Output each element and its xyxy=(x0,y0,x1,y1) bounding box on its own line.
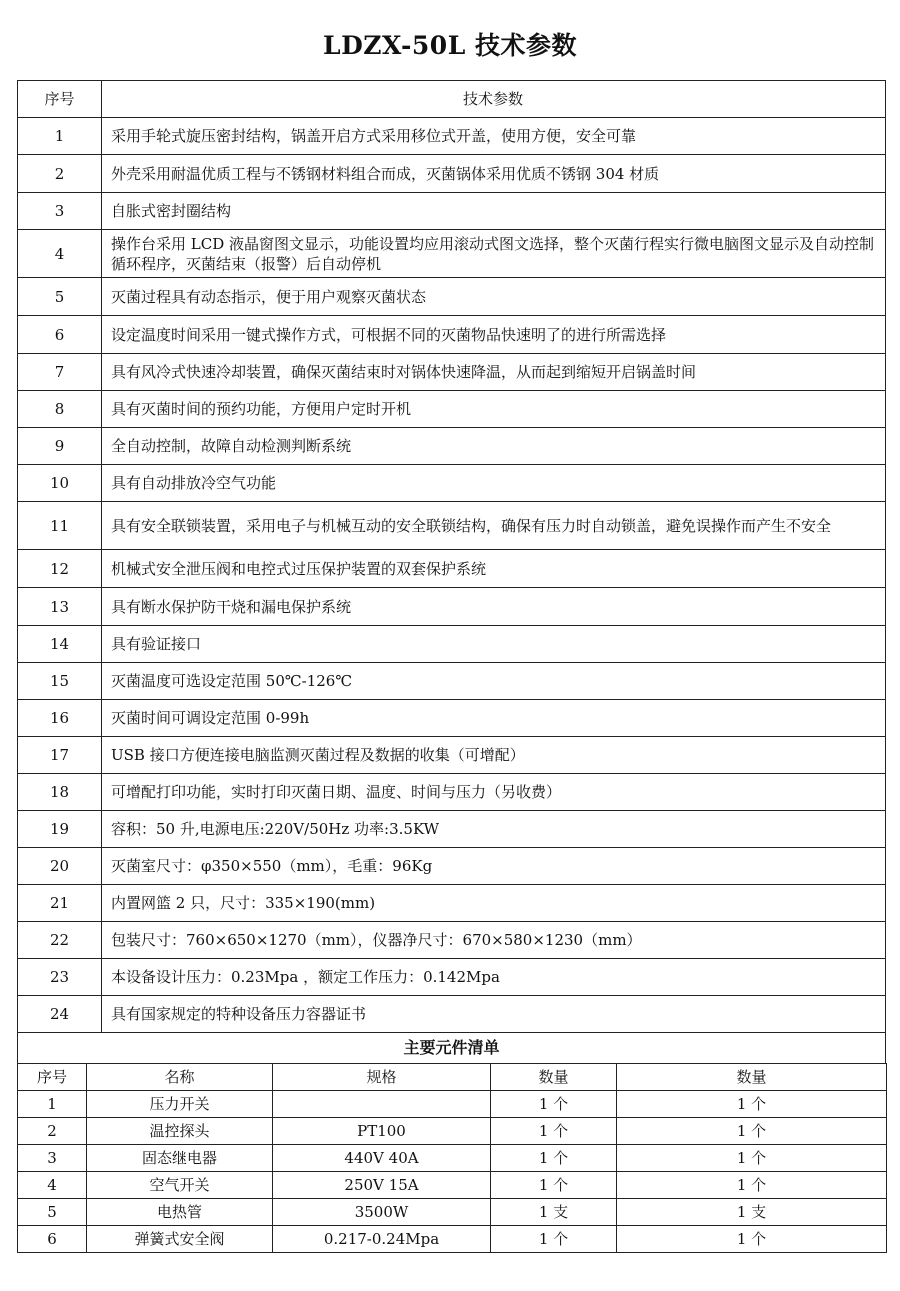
spec-row-no: 3 xyxy=(18,193,102,230)
spec-row xyxy=(18,885,886,922)
spec-row xyxy=(18,193,886,230)
spec-row-no: 16 xyxy=(18,700,102,737)
spec-row-no: 19 xyxy=(18,811,102,848)
spec-row xyxy=(18,502,886,550)
comp-header-qty-2: 数量 xyxy=(617,1064,887,1091)
comp-qty-2: 1 个 xyxy=(617,1172,887,1199)
comp-header-name: 名称 xyxy=(87,1064,273,1091)
comp-qty: 1 个 xyxy=(491,1226,617,1253)
comp-name: 空气开关 xyxy=(87,1172,273,1199)
spec-row-text: 灭菌温度可选设定范围 50℃-126℃ xyxy=(102,663,886,700)
spec-row-text: 灭菌时间可调设定范围 0-99h xyxy=(102,700,886,737)
comp-spec: 0.217-0.24Mpa xyxy=(273,1226,491,1253)
spec-row-no: 7 xyxy=(18,354,102,391)
spec-row xyxy=(18,774,886,811)
spec-row-text: 外壳采用耐温优质工程与不锈钢材料组合而成，灭菌锅体采用优质不锈钢 304 材质 xyxy=(102,155,886,193)
spec-row-text: 内置网篮 2 只，尺寸：335×190(mm) xyxy=(102,885,886,922)
spec-row-no: 18 xyxy=(18,774,102,811)
spec-row-no: 23 xyxy=(18,959,102,996)
comp-header-qty: 数量 xyxy=(491,1064,617,1091)
spec-row-no: 2 xyxy=(18,155,102,193)
spec-row-text: 可增配打印功能，实时打印灭菌日期、温度、时间与压力（另收费） xyxy=(102,774,886,811)
spec-row-no: 11 xyxy=(18,502,102,550)
spec-row-text: 容积：50 升,电源电压:220V/50Hz 功率:3.5KW xyxy=(102,811,886,848)
spec-row-text: 具有自动排放冷空气功能 xyxy=(102,465,886,502)
spec-row-no: 4 xyxy=(18,230,102,278)
comp-qty: 1 个 xyxy=(491,1091,617,1118)
spec-row-text: 自胀式密封圈结构 xyxy=(102,193,886,230)
spec-sheet xyxy=(17,80,886,1253)
comp-no: 3 xyxy=(18,1145,87,1172)
spec-row-text: 具有验证接口 xyxy=(102,626,886,663)
spec-row xyxy=(18,922,886,959)
comp-qty-2: 1 个 xyxy=(617,1091,887,1118)
tech-params-table xyxy=(17,80,886,1033)
spec-row-no: 15 xyxy=(18,663,102,700)
spec-row-no: 20 xyxy=(18,848,102,885)
spec-row-no: 24 xyxy=(18,996,102,1033)
header-no: 序号 xyxy=(18,81,102,118)
comp-name: 温控探头 xyxy=(87,1118,273,1145)
comp-header-spec: 规格 xyxy=(273,1064,491,1091)
spec-row-text: 操作台采用 LCD 液晶窗图文显示，功能设置均应用滚动式图文选择，整个灭菌行程实行微电脑图文显示及自动控制循环程序，灭菌结束（报警）后自动停机 xyxy=(102,230,886,278)
spec-row xyxy=(18,118,886,155)
spec-row xyxy=(18,316,886,354)
comp-no: 5 xyxy=(18,1199,87,1226)
spec-row-no: 5 xyxy=(18,278,102,316)
comp-name: 电热管 xyxy=(87,1199,273,1226)
comp-name: 固态继电器 xyxy=(87,1145,273,1172)
comp-qty: 1 个 xyxy=(491,1145,617,1172)
comp-qty-2: 1 个 xyxy=(617,1118,887,1145)
tech-params-header-row xyxy=(18,81,886,118)
spec-row xyxy=(18,428,886,465)
components-header-row xyxy=(18,1064,887,1091)
spec-row xyxy=(18,737,886,774)
comp-no: 1 xyxy=(18,1091,87,1118)
spec-row-no: 12 xyxy=(18,550,102,588)
component-row xyxy=(18,1118,887,1145)
spec-row xyxy=(18,811,886,848)
comp-no: 4 xyxy=(18,1172,87,1199)
spec-row-no: 13 xyxy=(18,588,102,626)
spec-row xyxy=(18,278,886,316)
component-row xyxy=(18,1145,887,1172)
component-row xyxy=(18,1091,887,1118)
comp-spec: PT100 xyxy=(273,1118,491,1145)
spec-row-text: 设定温度时间采用一键式操作方式，可根据不同的灭菌物品快速明了的进行所需选择 xyxy=(102,316,886,354)
spec-row xyxy=(18,700,886,737)
comp-qty: 1 个 xyxy=(491,1172,617,1199)
spec-row-no: 21 xyxy=(18,885,102,922)
spec-row xyxy=(18,959,886,996)
page-title: LDZX-50L 技术参数 xyxy=(323,31,577,60)
comp-spec: 3500W xyxy=(273,1199,491,1226)
spec-row-text: 全自动控制，故障自动检测判断系统 xyxy=(102,428,886,465)
spec-row-text: 具有灭菌时间的预约功能，方便用户定时开机 xyxy=(102,391,886,428)
spec-row-text: 采用手轮式旋压密封结构，锅盖开启方式采用移位式开盖，使用方便，安全可靠 xyxy=(102,118,886,155)
spec-row xyxy=(18,663,886,700)
comp-spec: 250V 15A xyxy=(273,1172,491,1199)
spec-row-text: 具有断水保护防干烧和漏电保护系统 xyxy=(102,588,886,626)
spec-row-text: USB 接口方便连接电脑监测灭菌过程及数据的收集（可增配） xyxy=(102,737,886,774)
comp-spec xyxy=(273,1091,491,1118)
spec-row xyxy=(18,626,886,663)
component-row xyxy=(18,1199,887,1226)
spec-row xyxy=(18,588,886,626)
spec-row-no: 10 xyxy=(18,465,102,502)
spec-row-text: 具有国家规定的特种设备压力容器证书 xyxy=(102,996,886,1033)
comp-qty-2: 1 支 xyxy=(617,1199,887,1226)
spec-row-no: 17 xyxy=(18,737,102,774)
spec-row-no: 6 xyxy=(18,316,102,354)
spec-row-text: 包装尺寸：760×650×1270（mm），仪器净尺寸：670×580×1230（mm） xyxy=(102,922,886,959)
comp-header-no: 序号 xyxy=(18,1064,87,1091)
spec-row-no: 22 xyxy=(18,922,102,959)
spec-row xyxy=(18,465,886,502)
components-table xyxy=(17,1063,887,1253)
spec-row xyxy=(18,391,886,428)
spec-row xyxy=(18,550,886,588)
spec-row-text: 本设备设计压力：0.23Mpa ，额定工作压力：0.142Mpa xyxy=(102,959,886,996)
spec-row xyxy=(18,354,886,391)
spec-row-no: 14 xyxy=(18,626,102,663)
spec-row xyxy=(18,996,886,1033)
component-row xyxy=(18,1226,887,1253)
component-row xyxy=(18,1172,887,1199)
spec-row-text: 具有安全联锁装置，采用电子与机械互动的安全联锁结构，确保有压力时自动锁盖，避免误操作而产生不安全 xyxy=(102,502,886,550)
spec-row-no: 8 xyxy=(18,391,102,428)
spec-row-text: 灭菌室尺寸：φ350×550（mm），毛重：96Kg xyxy=(102,848,886,885)
comp-qty: 1 支 xyxy=(491,1199,617,1226)
spec-row xyxy=(18,230,886,278)
comp-no: 6 xyxy=(18,1226,87,1253)
comp-spec: 440V 40A xyxy=(273,1145,491,1172)
spec-row-text: 灭菌过程具有动态指示，便于用户观察灭菌状态 xyxy=(102,278,886,316)
comp-qty-2: 1 个 xyxy=(617,1226,887,1253)
comp-name: 弹簧式安全阀 xyxy=(87,1226,273,1253)
comp-qty: 1 个 xyxy=(491,1118,617,1145)
spec-row-no: 9 xyxy=(18,428,102,465)
comp-name: 压力开关 xyxy=(87,1091,273,1118)
spec-row-text: 具有风冷式快速冷却装置，确保灭菌结束时对锅体快速降温，从而起到缩短开启锅盖时间 xyxy=(102,354,886,391)
components-title: 主要元件清单 xyxy=(17,1033,886,1063)
spec-row xyxy=(18,848,886,885)
comp-qty-2: 1 个 xyxy=(617,1145,887,1172)
spec-row-no: 1 xyxy=(18,118,102,155)
header-param: 技术参数 xyxy=(102,81,886,118)
comp-no: 2 xyxy=(18,1118,87,1145)
spec-row-text: 机械式安全泄压阀和电控式过压保护装置的双套保护系统 xyxy=(102,550,886,588)
spec-row xyxy=(18,155,886,193)
